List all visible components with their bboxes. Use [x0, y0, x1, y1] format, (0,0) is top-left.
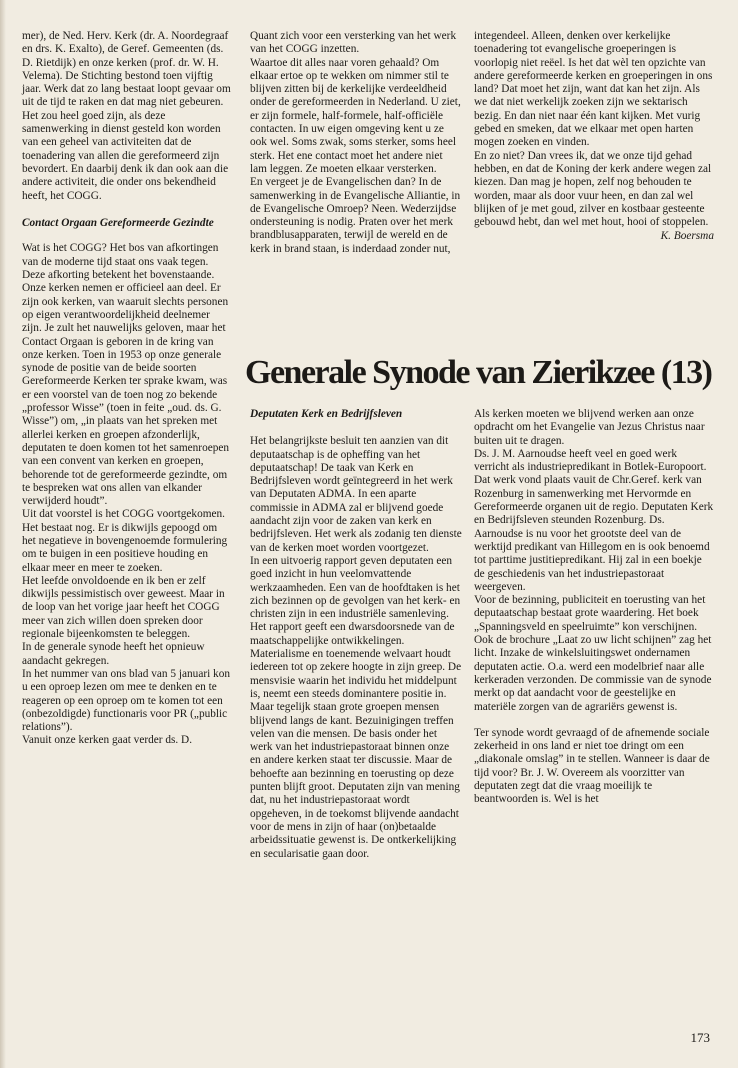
paragraph: Uit dat voorstel is het COGG voortgekomen. Het bestaat nog. Er is dikwijls gepoogd om het negatieve in bovengenoemde formulering om te buigen in een positieve houding en elkaar meer en meer te zoeken. [22, 508, 228, 574]
section-subheading: Deputaten Kerk en Bedrijfsleven [250, 408, 403, 420]
paragraph: Ds. J. M. Aarnoudse heeft veel en goed werk verricht als industriepredikant in Botlek-Europoort. Dat werk vond plaats vauit de Chr.Geref. kerk van Rozenburg in samenwerking met Hervormde en Gereformeerde organen uit de regio. Deputaten Kerk en Bedrijfsleven steunden Rozenburg. Ds. Aarnoudse is nu voor het grootste deel van de werktijd predikant van Hillegom en is ook benoemd tot parttime justitiepredikant. Hij zal in een boekje de geschiedenis van het industriepastoraat weergeven. [474, 447, 714, 593]
paragraph: Als kerken moeten we blijvend werken aan onze opdracht om het Evangelie van Jezus Christus naar buiten uit te dragen. [474, 408, 705, 447]
paragraph: Quant zich voor een versterking van het werk van het COGG inzetten. [250, 30, 457, 56]
paragraph: Waartoe dit alles naar voren gehaald? Om elkaar ertoe op te wekken om nimmer stil te blijven zitten bij de kerkelijke verdeeldheid onder de gereformeerden in Nederland. U ziet, er zijn formele, half-formele, half-officiële contacten. In uw eigen omgeving kent u ze ook wel. Soms zwak, soms sterker, soms heel sterk. Het ene contact moet het andere niet lam leggen. Ze moeten elkaar versterken. [250, 56, 461, 175]
paragraph: Voor de bezinning, publiciteit en toerusting van het deputaatschap bestaat grote waardering. Het boek „Spanningsveld en speelruimte” kon verschijnen. Ook de brochure „Laat zo uw licht schijnen” zag het licht. Inzake de winkelsluitingswet ondernamen deputaten actie. O.a. werd een modelbrief naar alle kerkeraden verzonden. De commissie van de synode merkt op dat aandacht voor de geestelijke en materiële zorgen van de agrariërs gewenst is. [474, 594, 712, 713]
article1-column-1 [22, 30, 232, 748]
article1-column-2 [250, 30, 462, 256]
paragraph: integendeel. Alleen, denken over kerkelijke toenadering tot evangelische groeperingen is voorlopig niet reëel. Is het dat wèl ten opzichte van andere gereformeerde kerken en groeperingen in ons land? Dat moet het zijn, want dat kan het zijn. Als we dat niet werkelijk zoeken zijn we sektarisch bezig. En dan niet naar één kant kijken. Met vurig gebed en smeken, dat we elkaar met open harten mogen zoeken en vinden. [474, 30, 713, 149]
article-headline: Generale Synode van Zierikzee (13) [245, 354, 712, 391]
section-subheading: Contact Orgaan Gereformeerde Gezindte [22, 216, 214, 229]
article2-column-3 [474, 408, 714, 807]
page-number: 173 [690, 1030, 710, 1045]
author-signature: K. Boersma [660, 230, 714, 243]
paragraph: En vergeet je de Evangelischen dan? In de samenwerking in de Evangelische Alliantie, in de Evangelische Omroep? Neen. Wederzijdse ondersteuning is nodig. Praten over het merk brandblusapparaten, terwijl de wereld en de kerk in brand staan, is inderdaad zonder nut, [250, 176, 461, 255]
paragraph: In het nummer van ons blad van 5 januari kon u een oproep lezen om mee te denken en te reageren op een oproep om te komen tot een (onbezoldigde) functionaris voor PR („public relations”). [22, 667, 230, 734]
paragraph: mer), de Ned. Herv. Kerk (dr. A. Noordegraaf en drs. K. Exalto), de Geref. Gemeenten (ds. D. Rietdijk) en onze kerken (prof. dr. W. H. Velema). De Stichting bestond toen vijftig jaar. Werk dat zo lang bestaat loopt gevaar om uit de tijd te raken en dat mag niet gebeuren. [22, 30, 231, 109]
paragraph: Wat is het COGG? Het bos van afkortingen van de moderne tijd staat ons vaak tegen. Deze afkorting betekent het bovenstaande. Onze kerken nemen er officieel aan deel. Er zijn ook kerken, van waaruit slechts personen op eigen verantwoordelijkheid deelnemer zijn. Je zult het nauwelijks geloven, maar het Contact Orgaan is geboren in de kring van onze kerken. Toen in 1953 op onze generale synode de positie van de beide soorten Gereformeerde Kerken ter sprake kwam, was er een voorstel van de toen nog zo bekende „professor Wisse” (toen in feite „oud. ds. G. Wisse”) om, „in plaats van het spreken met allerlei kerken en groepen afzonderlijk, deputaten te doen komen tot het samenroepen van een convent van kerken en groepen, behorende tot de gereformeerde gezindte, om te bespreken wat ons allen van elkander verwijderd houdt”. [22, 242, 230, 508]
paragraph: In een uitvoerig rapport geven deputaten een goed inzicht in hun veelomvattende werkzaamheden. Een van de hoofdtaken is het zich bezinnen op de gevolgen van het kerk- en christen zijn in een industriële samenleving. Het rapport geeft een dwarsdoorsnede van de maatschappelijke ontwikkelingen. Materialisme en toenemende welvaart houdt iedereen tot op zekere hoogte in zijn greep. De mensvisie waarin het individu het middelpunt is, neemt een steeds dominantere positie in. Maar tegelijk staan grote groepen mensen blijvend langs de kant. Bezuinigingen treffen velen van die mensen. De basis onder het werk van het industriepastoraat binnen onze en andere kerken staat ter discussie. Maar de behoefte aan bezinning en toerusting op deze punten blijft groot. Deputaten zijn van mening dat, nu het industriepastoraat wordt opgeheven, in de toekomst blijvende aandacht voor de mens in zijn of haar (on)betaalde arbeidssituatie gewenst is. De ontkerkelijking en secularisatie gaan door. [250, 554, 462, 860]
paragraph: Ter synode wordt gevraagd of de afnemende sociale zekerheid in ons land er niet toe dringt om een „diakonale omslag” in te stellen. Wanneer is daar de tijd voor? Br. J. W. Overeem als voorzitter van deputaten zegt dat die vraag moeilijk te beantwoorden is. Wel is het [474, 726, 710, 806]
paragraph-gap [474, 714, 714, 727]
paragraph: En zo niet? Dan vrees ik, dat we onze tijd gehad hebben, en dat de Koning der kerk andere wegen zal kiezen. Dan mag je hopen, zelf nog behouden te worden, maar als door vuur heen, en dan zal wel blijken of je met goud, zilver en kostbaar gesteente gebouwd hebt, dan wel met hout, hooi of stoppelen. [474, 149, 712, 229]
paragraph: Het belangrijkste besluit ten aanzien van dit deputaatschap is de opheffing van het deputaatschap! De taak van Kerk en Bedrijfsleven wordt geïntegreerd in het werk van Deputaten ADMA. In een aparte commissie in ADMA zal er blijvend goede aandacht zijn voor de zaken van kerk en bedrijfsleven. Het werk als zodanig ten dienste van de kerken moet worden voortgezet. [250, 435, 462, 554]
article1-column-3 [474, 30, 714, 244]
paragraph: Vanuit onze kerken gaat verder ds. D. [22, 734, 193, 747]
paragraph: In de generale synode heeft het opnieuw aandacht gekregen. [22, 641, 205, 667]
paragraph: Het zou heel goed zijn, als deze samenwerking in dienst gesteld kon worden van een geheel van activiteiten dat de toenadering van allen die gereformeerd zijn bevordert. En daarbij denk ik dan ook aan die andere activiteit, die onder ons bekendheid heeft, het COGG. [22, 109, 229, 202]
article2-column-2 [250, 408, 462, 861]
page-edge-shadow [0, 0, 6, 1068]
paragraph: Het leefde onvoldoende en ik ben er zelf dikwijls pessimistisch over geweest. Maar in de loop van het vorige jaar heeft het COGG meer van zich willen doen spreken door regionale bijeenkomsten te beleggen. [22, 574, 225, 641]
